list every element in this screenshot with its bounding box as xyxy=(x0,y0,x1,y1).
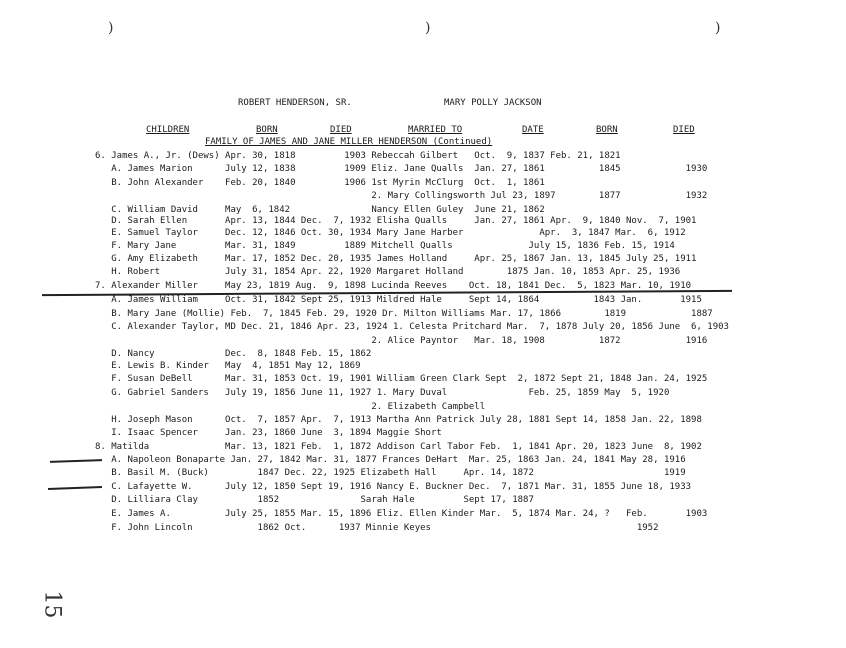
margin-mark-top-middle: ) xyxy=(425,20,431,36)
table-row: 2. Elizabeth Campbell xyxy=(95,402,486,412)
col-married-to: MARRIED TO xyxy=(408,125,463,135)
table-row: E. Samuel Taylor Dec. 12, 1846 Oct. 30, 1934 Mary Jane Harber Apr. 3, 1847 Mar. 6, 1912 xyxy=(95,228,686,238)
table-row: F. Mary Jane Mar. 31, 1849 1889 Mitchell Qualls July 15, 1836 Feb. 15, 1914 xyxy=(95,241,675,251)
table-row: 6. James A., Jr. (Dews) Apr. 30, 1818 1903 Rebeccah Gilbert Oct. 9, 1837 Feb. 21, 1821 xyxy=(95,151,621,161)
table-row: G. Amy Elizabeth Mar. 17, 1852 Dec. 20, 1935 James Holland Apr. 25, 1867 Jan. 13, 1845 July 25, 1911 xyxy=(95,254,697,264)
table-row: C. Alexander Taylor, MD Dec. 21, 1846 Apr. 23, 1924 1. Celesta Pritchard Mar. 7, 1878 July 20, 1856 June 6, 1903 xyxy=(95,322,729,332)
table-row: 2. Alice Payntor Mar. 18, 1908 1872 1916 xyxy=(95,336,708,346)
table-row: B. Mary Jane (Mollie) Feb. 7, 1845 Feb. 29, 1920 Dr. Milton Williams Mar. 17, 1866 1819 1887 xyxy=(95,309,713,319)
table-row: C. Lafayette W. July 12, 1850 Sept 19, 1916 Nancy E. Buckner Dec. 7, 1871 Mar. 31, 1855 June 18, 1933 xyxy=(95,482,692,492)
father-name: ROBERT HENDERSON, SR. xyxy=(238,98,352,108)
table-row: 2. Mary Collingsworth Jul 23, 1897 1877 1932 xyxy=(95,191,708,201)
table-row: A. Napoleon Bonaparte Jan. 27, 1842 Mar. 31, 1877 Frances DeHart Mar. 25, 1863 Jan. 24, 1841 May 28, 1916 xyxy=(95,455,686,465)
table-row: I. Isaac Spencer Jan. 23, 1860 June 3, 1894 Maggie Short xyxy=(95,428,442,438)
col-born: BORN xyxy=(256,125,278,135)
table-row: D. Nancy Dec. 8, 1848 Feb. 15, 1862 xyxy=(95,349,372,359)
col-spouse-born: BORN xyxy=(596,125,618,135)
col-spouse-died: DIED xyxy=(673,125,695,135)
table-row: D. Lilliara Clay 1852 Sarah Hale Sept 17, 1887 xyxy=(95,495,534,505)
handwritten-page-number: 15 xyxy=(39,590,65,619)
family-subtitle: FAMILY OF JAMES AND JANE MILLER HENDERSON (Continued) xyxy=(205,137,493,147)
table-row: 8. Matilda Mar. 13, 1821 Feb. 1, 1872 Addison Carl Tabor Feb. 1, 1841 Apr. 20, 1823 June 8, 1902 xyxy=(95,442,702,452)
table-row: D. Sarah Ellen Apr. 13, 1844 Dec. 7, 1932 Elisha Qualls Jan. 27, 1861 Apr. 9, 1840 Nov. 7, 1901 xyxy=(95,216,697,226)
table-row: C. William David May 6, 1842 Nancy Ellen Guley June 21, 1862 xyxy=(95,205,545,215)
table-row: E. James A. July 25, 1855 Mar. 15, 1896 Eliz. Ellen Kinder Mar. 5, 1874 Mar. 24, ? Feb. 1903 xyxy=(95,509,708,519)
table-row: A. James William Oct. 31, 1842 Sept 25, 1913 Mildred Hale Sept 14, 1864 1843 Jan. 1915 xyxy=(95,295,702,305)
col-date: DATE xyxy=(522,125,544,135)
hand-drawn-tick xyxy=(48,486,102,489)
table-row: A. James Marion July 12, 1838 1909 Eliz. Jane Qualls Jan. 27, 1861 1845 1930 xyxy=(95,164,708,174)
table-row: H. Robert July 31, 1854 Apr. 22, 1920 Margaret Holland 1875 Jan. 10, 1853 Apr. 25, 1936 xyxy=(95,267,681,277)
mother-name: MARY POLLY JACKSON xyxy=(444,98,542,108)
table-row: F. John Lincoln 1862 Oct. 1937 Minnie Keyes 1952 xyxy=(95,523,659,533)
table-row: G. Gabriel Sanders July 19, 1856 June 11, 1927 1. Mary Duval Feb. 25, 1859 May 5, 1920 xyxy=(95,388,670,398)
col-died: DIED xyxy=(330,125,352,135)
margin-mark-top-left: ) xyxy=(108,20,114,36)
col-children: CHILDREN xyxy=(146,125,190,135)
table-row: E. Lewis B. Kinder May 4, 1851 May 12, 1869 xyxy=(95,361,361,371)
table-row: H. Joseph Mason Oct. 7, 1857 Apr. 7, 1913 Martha Ann Patrick July 28, 1881 Sept 14, 1858 Jan. 22, 1898 xyxy=(95,415,702,425)
table-row: 7. Alexander Miller May 23, 1819 Aug. 9, 1898 Lucinda Reeves Oct. 18, 1841 Dec. 5, 1823 Mar. 10, 1910 xyxy=(95,281,692,291)
table-row: B. Basil M. (Buck) 1847 Dec. 22, 1925 Elizabeth Hall Apr. 14, 1872 1919 xyxy=(95,468,686,478)
margin-mark-top-right: ) xyxy=(715,20,721,36)
table-row: B. John Alexander Feb. 20, 1840 1906 1st Myrin McClurg Oct. 1, 1861 xyxy=(95,178,545,188)
table-row: F. Susan DeBell Mar. 31, 1853 Oct. 19, 1901 William Green Clark Sept 2, 1872 Sept 21, 1848 Jan. 24, 1925 xyxy=(95,374,708,384)
